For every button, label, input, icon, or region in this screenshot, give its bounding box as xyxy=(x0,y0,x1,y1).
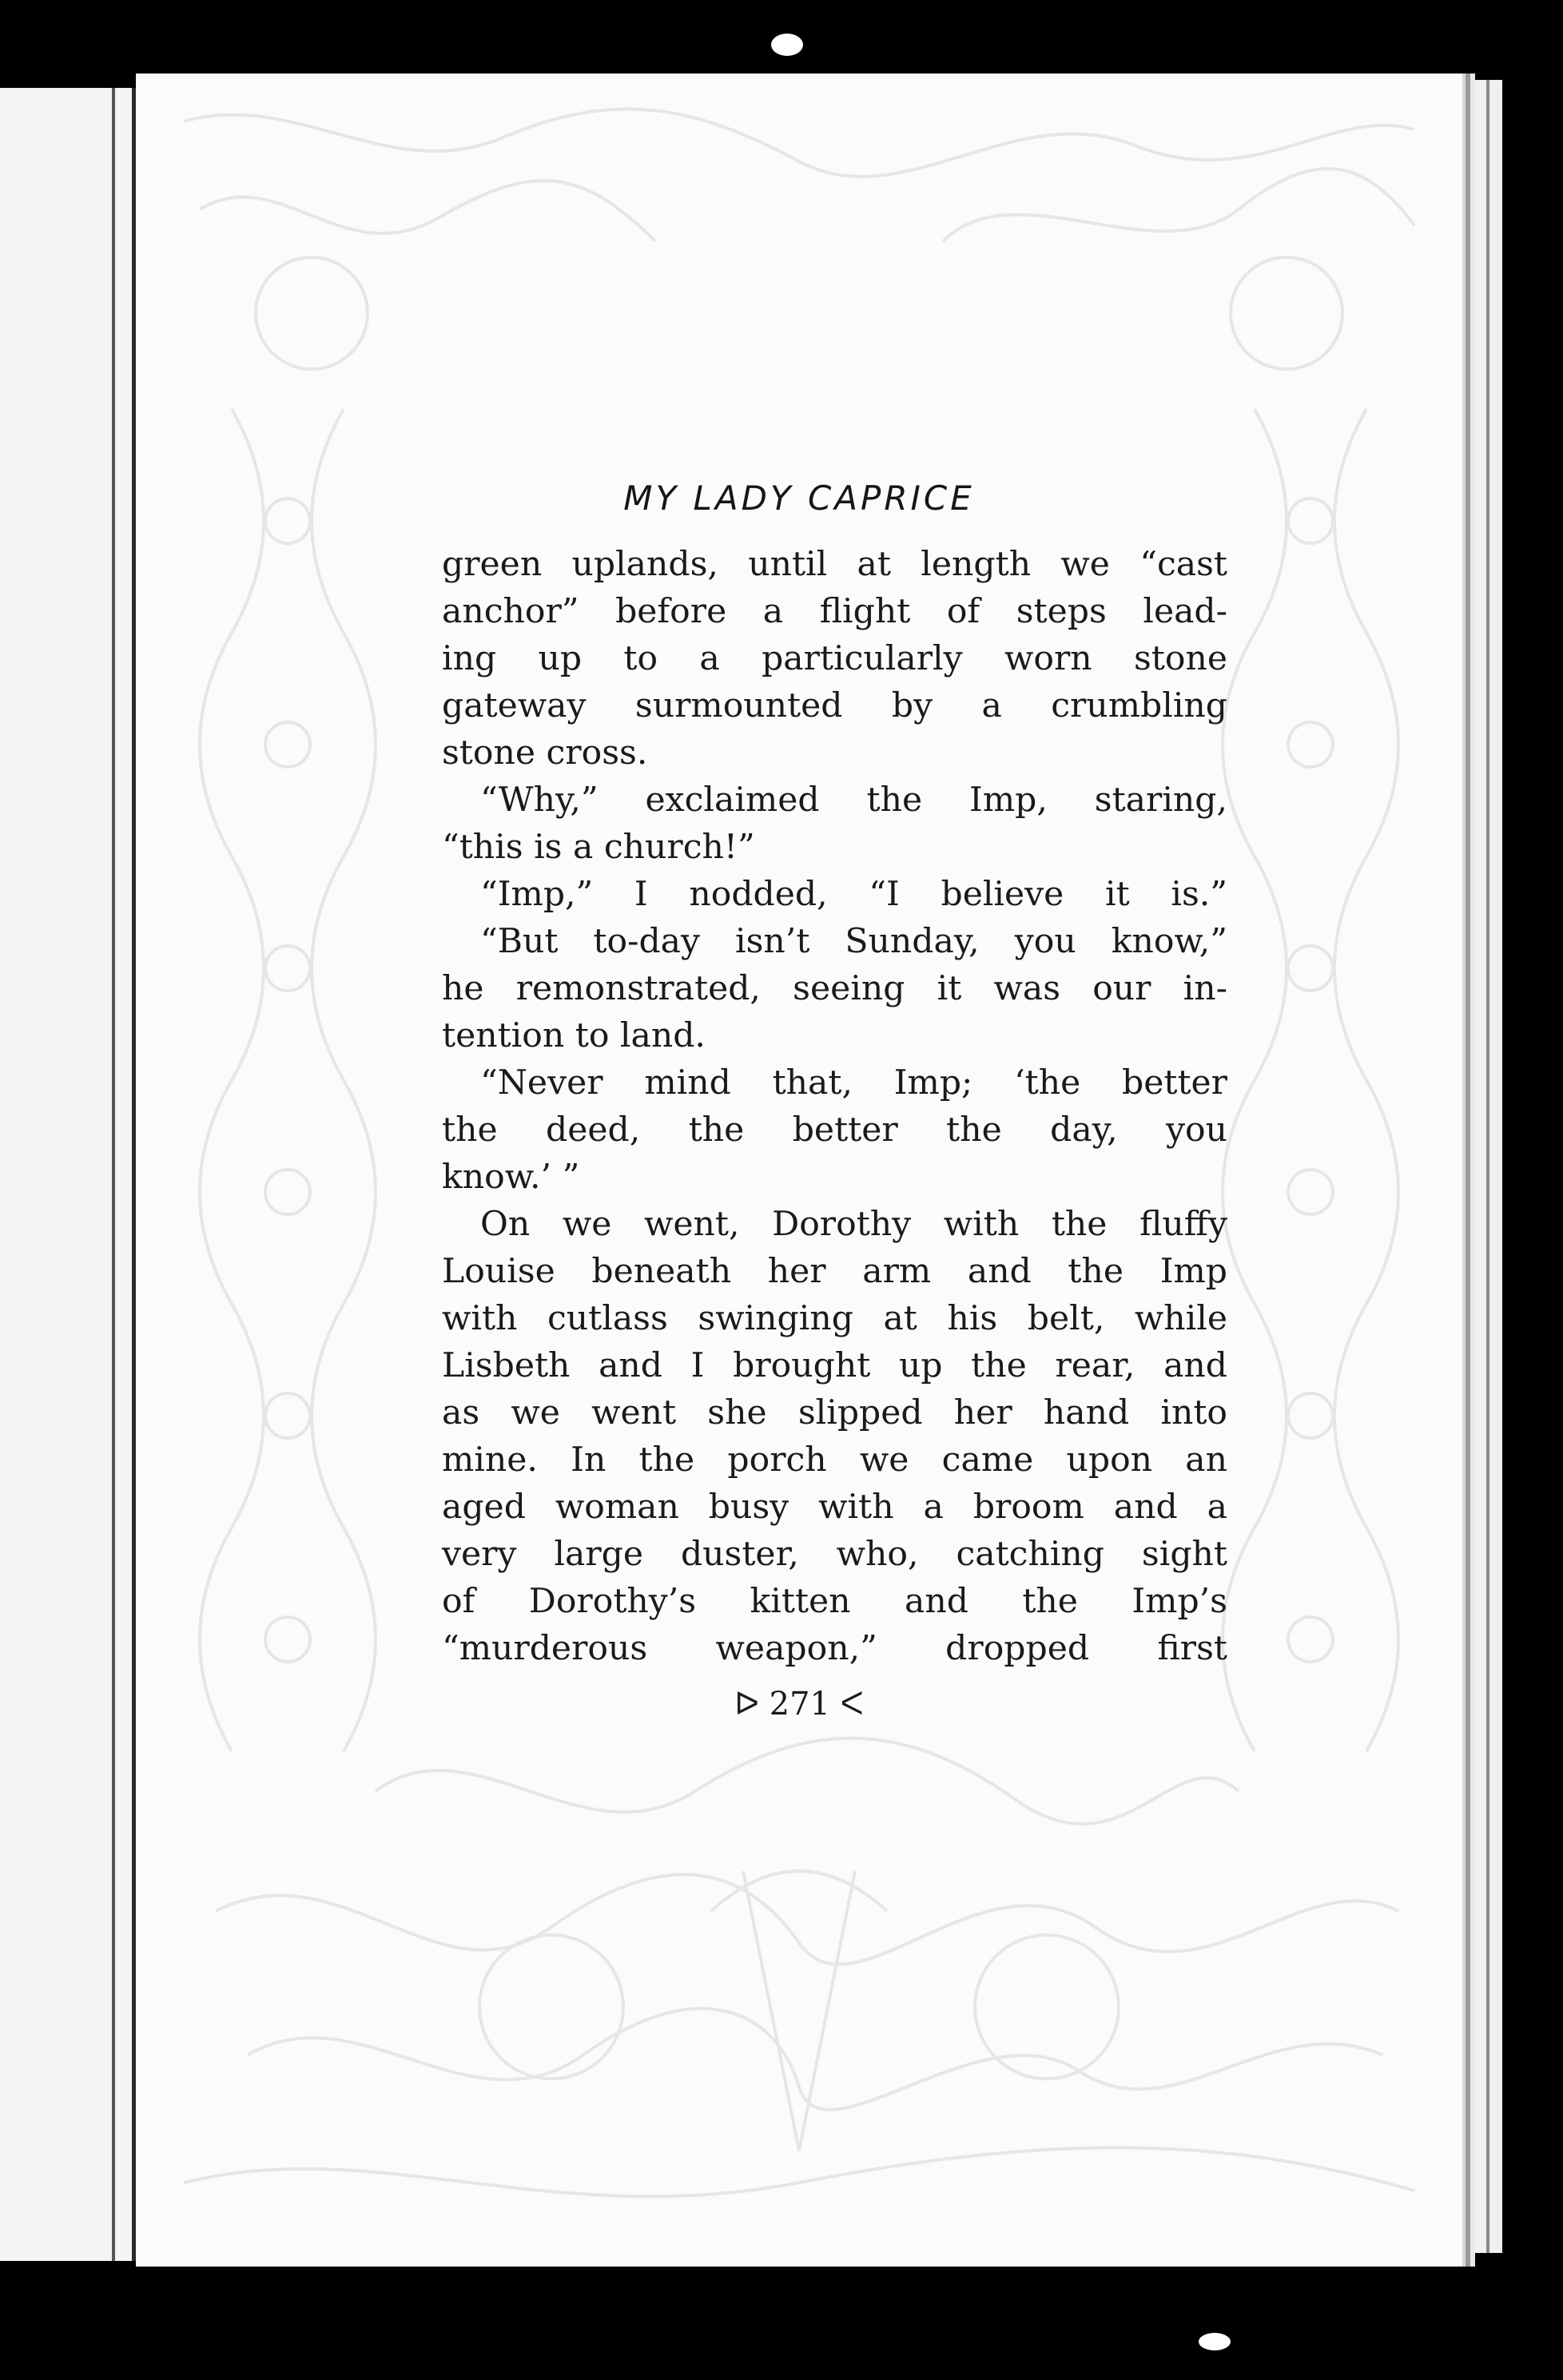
running-head: MY LADY CAPRICE xyxy=(623,479,975,518)
gutter-shadow xyxy=(112,88,115,2261)
scan-artifact xyxy=(771,34,803,56)
text-line: “Never mind that, Imp; ‘the better xyxy=(480,1063,1227,1103)
text-line: know.’ ” xyxy=(442,1158,580,1197)
previous-page-edge xyxy=(0,88,137,2261)
text-line: gateway surmounted by a crumbling xyxy=(442,686,1227,725)
text-line: mine. In the porch we came upon an xyxy=(442,1440,1227,1480)
text-line: as we went she slipped her hand into xyxy=(442,1393,1227,1432)
text-line: ing up to a particularly worn stone xyxy=(442,639,1227,678)
text-line: of Dorothy’s kitten and the Imp’s xyxy=(442,1582,1227,1621)
text-line: the deed, the better the day, you xyxy=(442,1111,1227,1150)
text-line: anchor” before a flight of steps lead- xyxy=(442,592,1227,631)
text-line: “But to-day isn’t Sunday, you know,” xyxy=(480,922,1227,961)
text-line: he remonstrated, seeing it was our in- xyxy=(442,969,1227,1008)
book-page xyxy=(136,74,1462,2267)
text-line: “this is a church!” xyxy=(442,828,755,867)
text-line: aged woman busy with a broom and a xyxy=(442,1488,1227,1527)
text-line: Lisbeth and I brought up the rear, and xyxy=(442,1346,1227,1385)
text-line: with cutlass swinging at his belt, while xyxy=(442,1299,1227,1338)
page-body-text xyxy=(442,541,1227,1672)
text-line: Louise beneath her arm and the Imp xyxy=(442,1252,1227,1291)
text-line: “Why,” exclaimed the Imp, staring, xyxy=(480,781,1227,820)
scan-artifact xyxy=(1199,2333,1231,2350)
text-line: tention to land. xyxy=(442,1016,706,1055)
page-number: ᐅ 271 ᐸ xyxy=(734,1686,864,1722)
text-line: On we went, Dorothy with the fluffy xyxy=(480,1205,1227,1244)
text-line: stone cross. xyxy=(442,733,648,773)
text-line: green uplands, until at length we “cast xyxy=(442,545,1227,584)
text-line: very large duster, who, catching sight xyxy=(442,1535,1227,1574)
page-stack-edge xyxy=(1462,80,1502,2253)
text-line: “murderous weapon,” dropped first xyxy=(442,1629,1227,1668)
text-line: “Imp,” I nodded, “I believe it is.” xyxy=(480,875,1227,914)
